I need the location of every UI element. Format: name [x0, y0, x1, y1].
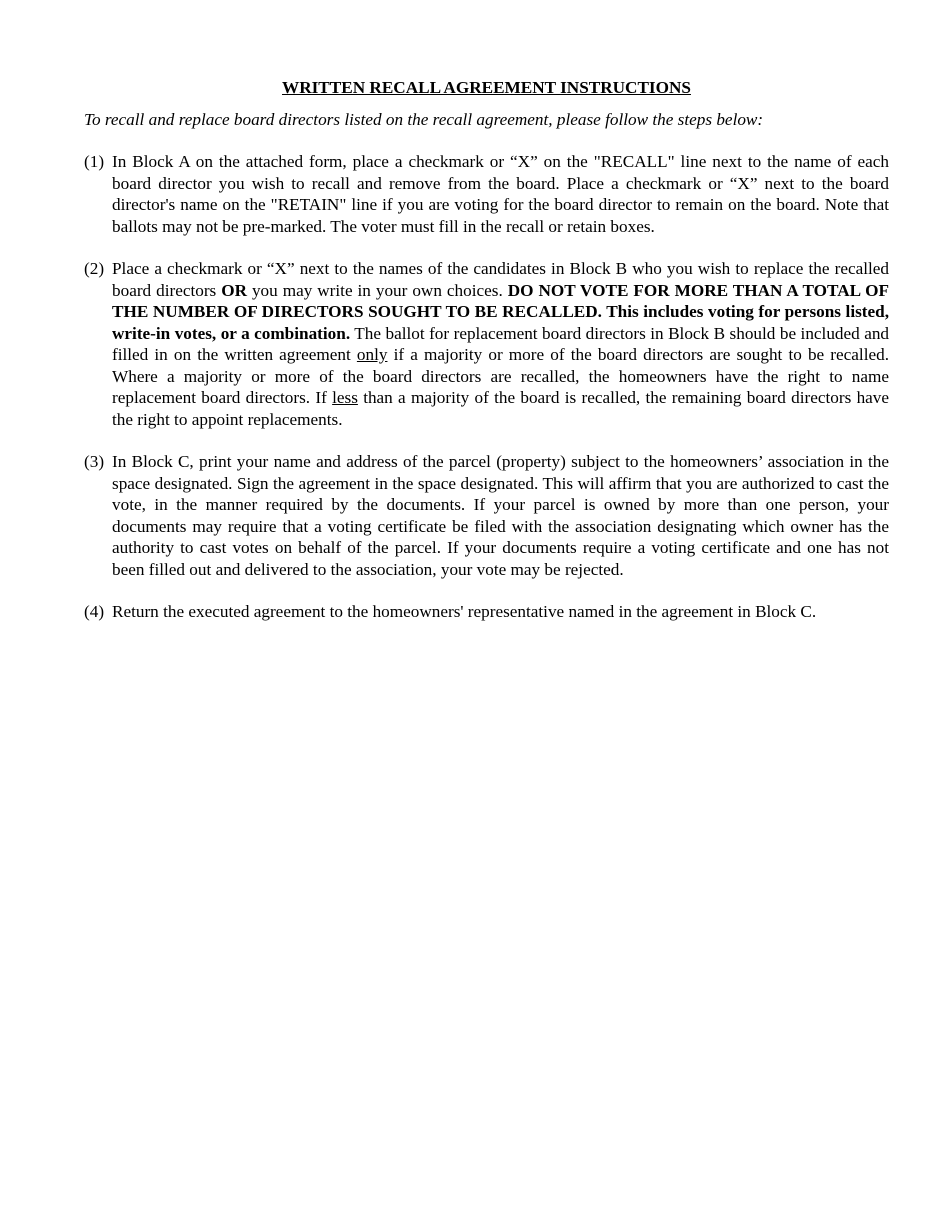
step-3 [84, 451, 889, 580]
step-1-text: In Block A on the attached form, place a checkmark or “X” on the "RECALL" line next to the name of each board director you wish to recall and remove from the board. Place a checkmark or “X” next to the board director's name on the "RETAIN" line if you are voting for the board director to remain on the board. Note that ballots may not be pre-marked. The voter must fill in the recall or retain boxes. [112, 152, 889, 236]
step-4-text: Return the executed agreement to the homeowners' representative named in the agreement in Block C. [112, 602, 817, 621]
step-2-text-b: you may write in your own choices. [246, 280, 508, 300]
instructions-page [84, 76, 889, 644]
intro-text: To recall and replace board directors listed on the recall agreement, please follow the steps below: [84, 110, 764, 129]
page-title: WRITTEN RECALL AGREEMENT INSTRUCTIONS [282, 78, 691, 97]
step-2-underline-only: only [356, 345, 388, 364]
step-2 [84, 258, 889, 430]
step-2-text-a: Place a checkmark or “X” next to the names of the candidates in Block B who you wish to replace the recalled board directors [112, 259, 889, 300]
step-1 [84, 151, 889, 237]
step-3-text: In Block C, print your name and address of the parcel (property) subject to the homeowners’ association in the space designated. Sign the agreement in the space designated. This will affirm that you are authorized to cast the vote, in the manner required by the documents. If your parcel is owned by more than one person, your documents may require that a voting certificate be filed with the association designating which owner has the authority to cast votes on behalf of the parcel. If your documents require a voting certificate and one has not been filled out and delivered to the association, your vote may be rejected. [112, 452, 889, 579]
step-2-underline-less: less [332, 388, 358, 407]
step-4 [84, 601, 889, 623]
step-2-text-d: if a majority or more of the board directors are sought to be recalled. Where a majority or more of the board directors are recalled, the homeowners have the right to name replacement board directors. If [112, 345, 889, 407]
step-3-number: (3) [84, 452, 105, 471]
step-1-number: (1) [84, 152, 105, 171]
step-2-text [112, 258, 889, 430]
step-2-bold-or: OR [221, 280, 247, 300]
step-4-number: (4) [84, 602, 105, 621]
step-2-text-c: The ballot for replacement board directors in Block B should be included and filled in on the written agreement [112, 323, 890, 364]
step-2-number: (2) [84, 259, 105, 278]
step-2-text-e: than a majority of the board is recalled, the remaining board directors have the right to appoint replacements. [112, 388, 890, 429]
step-2-bold-warning: DO NOT VOTE FOR MORE THAN A TOTAL OF THE NUMBER OF DIRECTORS SOUGHT TO BE RECALLED. This includes voting for persons listed, write-in votes, or a combination. [112, 280, 889, 343]
